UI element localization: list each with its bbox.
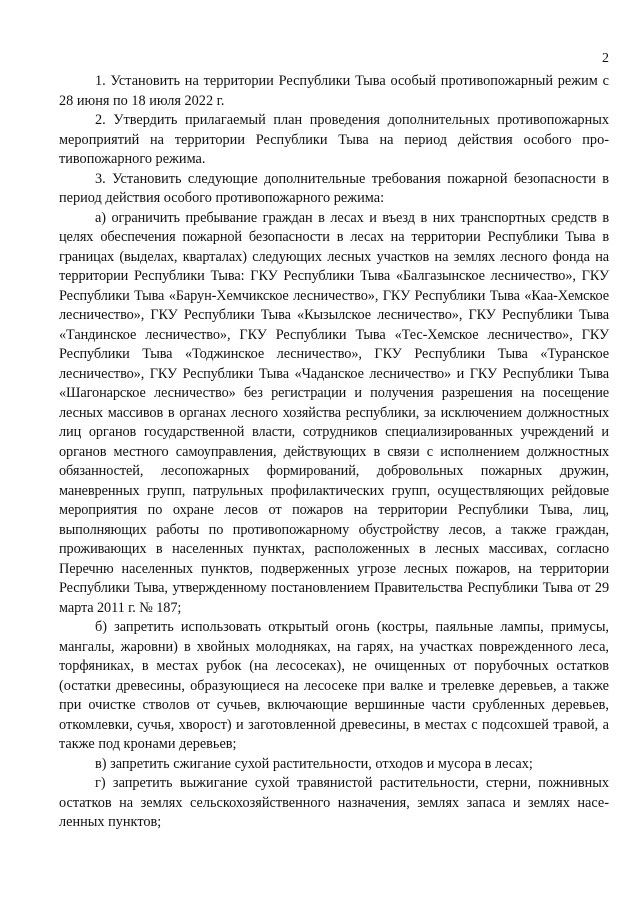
paragraph-a-restrict-forest-access: а) ограничить пребывание граждан в лесах и въезд в них транспортных средств в целях обеспечения пожарной безопасности в лесах на территории Республики Тыва в границах (выделах, кварталах) следующих лесных участков на землях лесного фонда на территории Республики Тыва: ГКУ Республики Тыва «Балгазынское лесничество», ГКУ Республики Тыва «Барун-Хемчикское лесничество», ГКУ Республики Тыва «Каа-Хемское лесничество», ГКУ Республики Тыва «Кызылское лесничество», ГКУ Республики Тыва «Тандинское лесничество», ГКУ Республики Тыва «Тес-Хемское лесничество», ГКУ Республики Тыва «Тоджинское лесничество», ГКУ Республики Тыва «Туранское лесничество», ГКУ Республики Тыва «Чаданское лесничество» и ГКУ Республики Тыва «Шагонарское лесничество» без регистрации и получения разрешения на посещение лесных массивов в органах лесного хозяйства республики, за исключением должностных лиц органов государственной власти, сотрудников специализированных учреждений и органов местного самоуправления, действующих в связи с исполнением должностных обязанностей, лесопожарных формирований, добровольных пожарных дружин, маневренных групп, патрульных профилактических групп, осуществляющих рейдовые мероприятия по охране лесов от пожаров на территории Республики Тыва, лиц, выполняющих работы по противопожарному обустройству лесов, а также граждан, проживающих в населенных пунктах, расположенных в лесных массивах, согласно Перечню населенных пунктов, подверженных угрозе лесных пожаров, на территории Республики Тыва, утвержденному постановлением Правительства Республики Тыва от 29 марта 2011 г. № 187; bbox=[59, 209, 609, 616]
paragraph-1-special-fire-regime: 1. Установить на территории Республики Тыва особый противопожарный режим с 28 июня по 18 июля 2022 г. bbox=[59, 73, 609, 109]
paragraph-3-additional-requirements: 3. Установить следующие дополнительные требования пожарной безопасности в период действия особого противопожарного режима: bbox=[59, 170, 609, 206]
page-number: 2 bbox=[602, 51, 609, 66]
paragraph-2-approve-plan: 2. Утвердить прилагаемый план проведения дополнительных противопожарных мероприятий на территории Республики Тыва на период действия особого противопожарного режима. bbox=[59, 112, 609, 167]
paragraph-b-open-fire-ban: б) запретить использовать открытый огонь (костры, паяльные лампы, примусы, мангалы, жаровни) в хвойных молодняках, на гарях, на участках поврежденного леса, торфяниках, в местах рубок (на лесосеках), не очищенных от порубочных остатков (остатки древесины, образующиеся на лесосеке при валке и трелевке деревьев, а также при очистке стволов от сучьев, включающие вершинные части срубленных деревьев, откомлевки, сучья, хворост) и заготовленной древесины, в местах с подсохшей травой, а также под кронами деревьев; bbox=[59, 619, 609, 752]
paragraph-v-burning-ban: в) запретить сжигание сухой растительности, отходов и мусора в лесах; bbox=[95, 755, 533, 772]
paragraph-g-grass-burning-ban: г) запретить выжигание сухой травянистой растительности, стерни, пожнивных остатков на землях сельскохозяйственного назначения, землях запаса и землях населенных пунктов; bbox=[59, 775, 609, 830]
document-body bbox=[59, 72, 609, 833]
